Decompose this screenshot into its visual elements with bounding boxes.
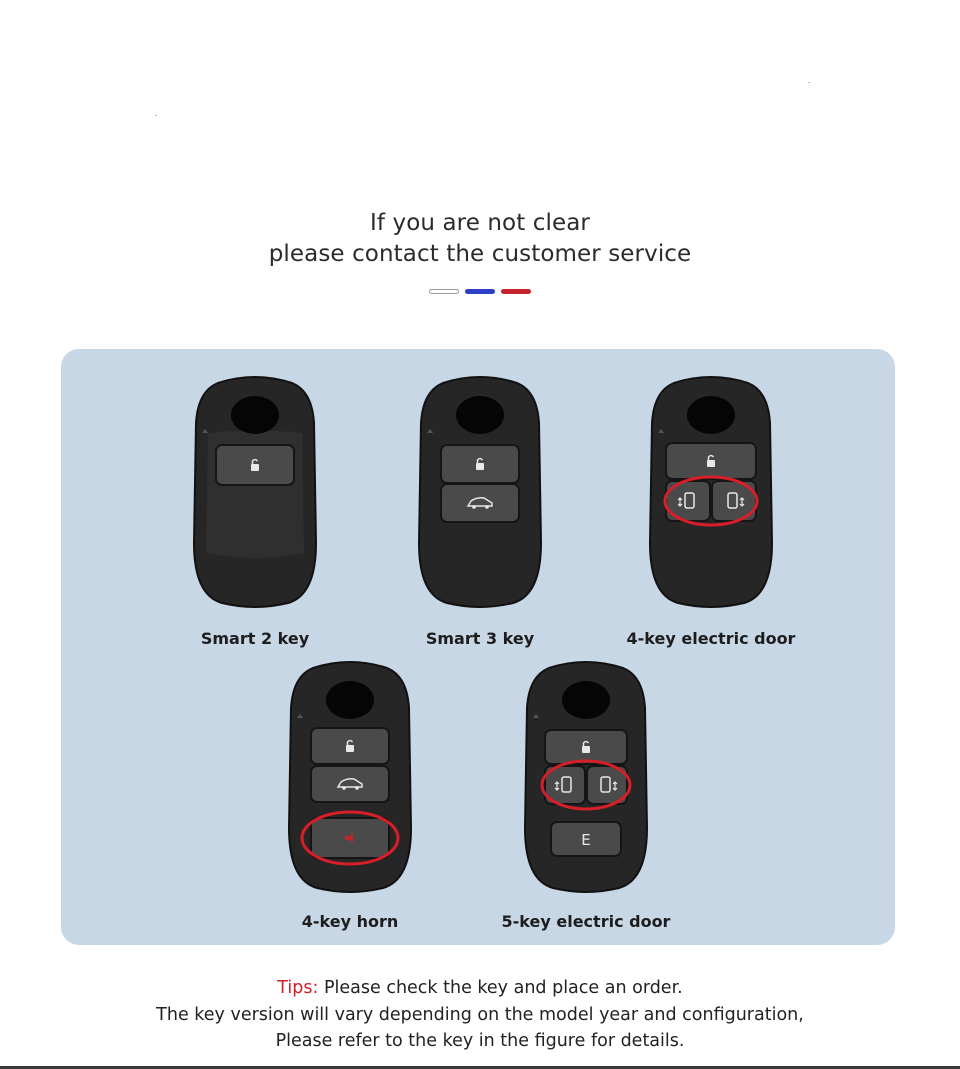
key-label-5-electric-door: 5-key electric door (501, 912, 671, 931)
color-divider (0, 289, 960, 294)
key-label-smart-2: Smart 2 key (200, 629, 310, 648)
speck (155, 115, 157, 116)
key-4-electric-door[interactable] (644, 373, 778, 608)
heading-line-2: please contact the customer service (268, 241, 692, 267)
key-label-4-horn: 4-key horn (301, 912, 399, 931)
key-4-horn[interactable] (283, 658, 417, 893)
heading (0, 208, 960, 270)
key-fob-image (644, 373, 778, 608)
divider-dash-red (501, 289, 531, 294)
tips-row-1 (0, 975, 960, 1002)
key-label-4-electric-door: 4-key electric door (626, 629, 796, 648)
key-fob-image (283, 658, 417, 893)
key-5-electric-door[interactable] (519, 658, 653, 893)
speck (808, 82, 810, 83)
tips-line-2: The key version will vary depending on the model year and configuration, (156, 1004, 804, 1025)
tips-prefix: Tips: (277, 978, 319, 998)
tips-line-1: Please check the key and place an order. (318, 978, 683, 998)
key-fob-image (188, 373, 322, 608)
e-button-label: E (581, 831, 591, 849)
tips-line-3: Please refer to the key in the figure for details. (275, 1031, 685, 1051)
key-fob-image (413, 373, 547, 608)
key-smart-2[interactable] (188, 373, 322, 608)
key-smart-3[interactable] (413, 373, 547, 608)
divider-dash-blue (465, 289, 495, 294)
tips-text (0, 975, 960, 1055)
divider-dash-white (429, 289, 459, 294)
key-types-panel (61, 349, 895, 945)
key-label-smart-3: Smart 3 key (425, 629, 535, 648)
key-fob-image (519, 658, 653, 893)
heading-line-1: If you are not clear (370, 210, 590, 236)
